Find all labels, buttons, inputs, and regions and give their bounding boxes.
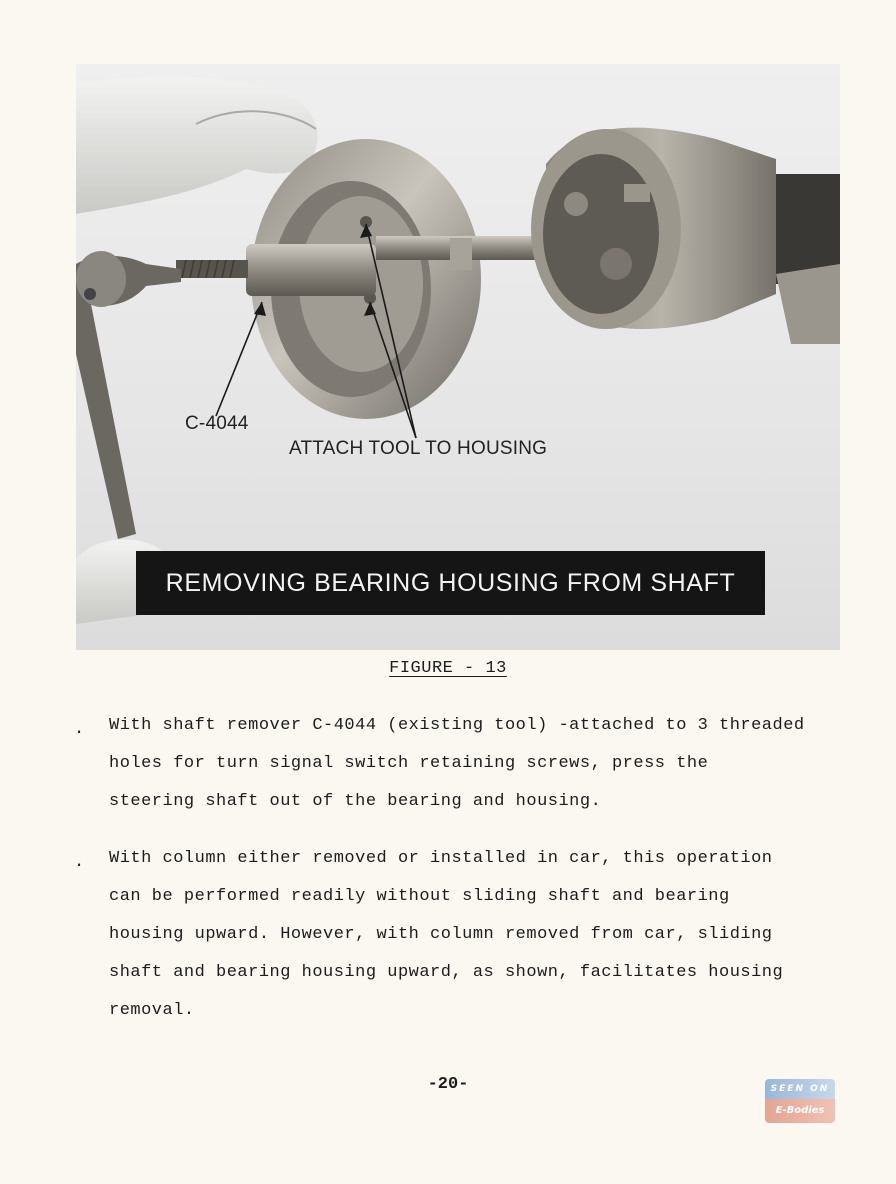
tool-body	[246, 244, 376, 296]
bullet-marker: .	[74, 853, 85, 872]
watermark-logo	[765, 1079, 835, 1123]
figure-caption-text: FIGURE - 13	[389, 659, 507, 678]
bullet-marker: .	[74, 720, 85, 739]
figure-caption	[0, 659, 896, 678]
figure-banner: REMOVING BEARING HOUSING FROM SHAFT	[136, 551, 765, 615]
figure-photo	[76, 64, 840, 650]
paragraph-shaft-remover: With shaft remover C-4044 (existing tool) -attached to 3 threaded holes for turn signal switch retaining screws, press the steering shaft out of the bearing and housing.	[109, 716, 805, 811]
callout-tool-label: C-4044	[185, 413, 249, 434]
callout-attach-label: ATTACH TOOL TO HOUSING	[289, 438, 548, 459]
page-number: -20-	[427, 1075, 469, 1094]
watermark-top-text: SEEN ON	[765, 1079, 835, 1099]
watermark-bottom-text: E-Bodies	[765, 1099, 835, 1123]
paragraph-column-operation: With column either removed or installed in car, this operation can be performed readily without sliding shaft and bearing housing upward. However, with column removed from car, sliding shaft and bearing housing upward, as shown, facilitates housing removal.	[109, 849, 784, 1020]
